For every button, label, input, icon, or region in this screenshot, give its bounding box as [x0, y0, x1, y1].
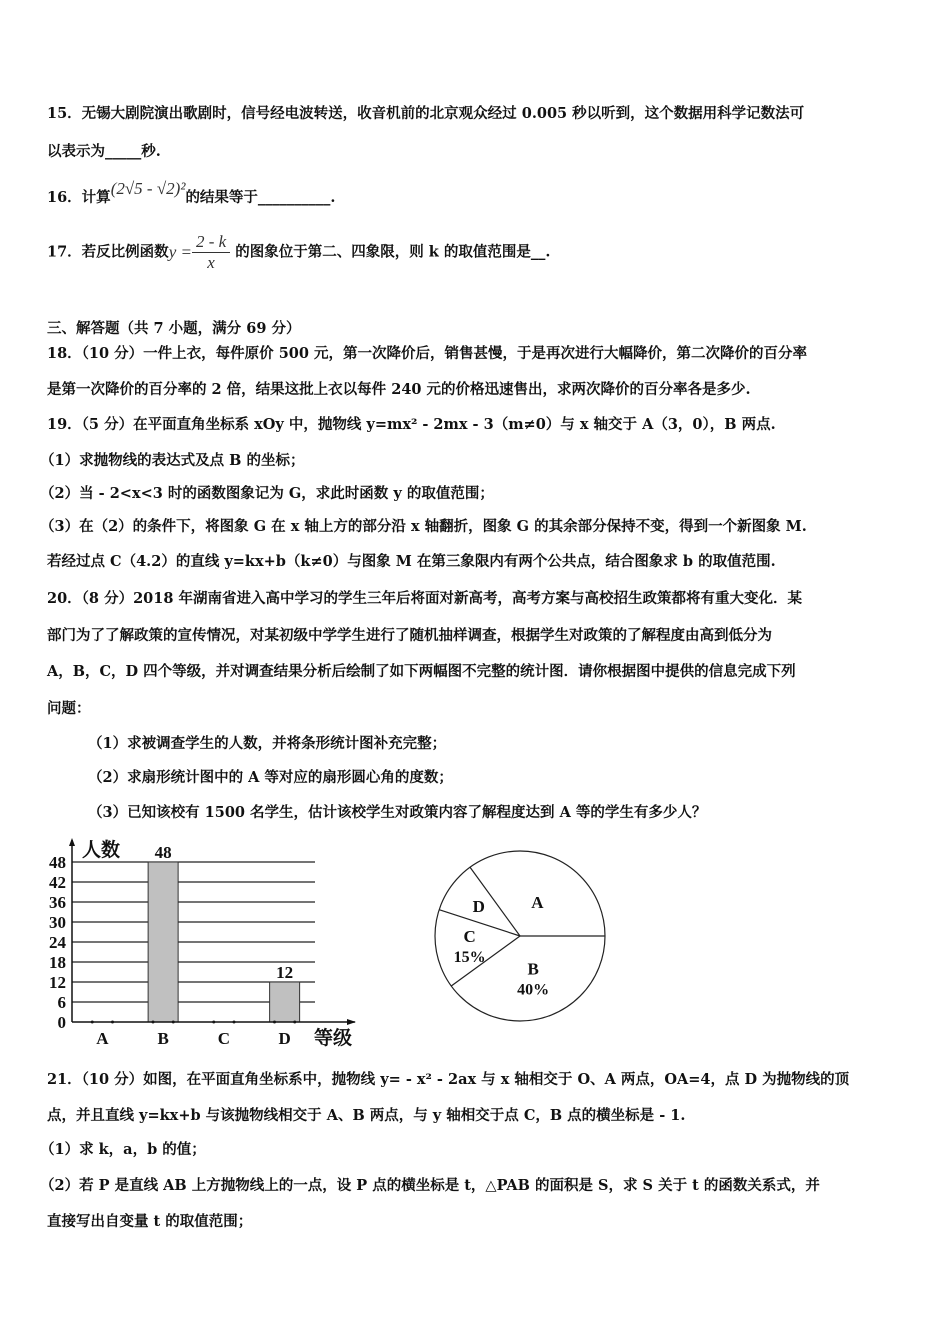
- x-category-label: B: [157, 1029, 169, 1048]
- q21-part1: （1）求 k，a，b 的值；: [40, 1141, 206, 1158]
- pie-slice-label: C: [463, 926, 476, 946]
- q17-prefix: 17．若反比例函数: [47, 243, 169, 261]
- bar-B: [148, 862, 178, 1022]
- y-tick-label: 48: [49, 853, 66, 872]
- q20-part2: （2）求扇形统计图中的 A 等对应的扇形圆心角的度数；: [88, 769, 453, 786]
- q16-prefix: 16．计算: [47, 189, 111, 206]
- q16-text: [47, 178, 336, 206]
- q20-part1: （1）求被调查学生的人数，并将条形统计图补充完整；: [88, 735, 447, 752]
- q19-part1: （1）求抛物线的表达式及点 B 的坐标；: [40, 452, 305, 469]
- q21-text-2: 点，并且直线 y=kx+b 与该抛物线相交于 A、B 两点，与 y 轴相交于点 C，B 点的横坐标是 - 1.: [47, 1107, 686, 1124]
- q17-text: [47, 232, 550, 273]
- q20-text-3: A，B，C，D 四个等级，并对调查结果分析后绘制了如下两幅图不完整的统计图．请你根据图中提供的信息完成下列: [47, 663, 796, 680]
- q21-part2: （2）若 P 是直线 AB 上方抛物线上的一点，设 P 点的横坐标是 t，△PAB 的面积是 S，求 S 关于 t 的函数关系式，并: [40, 1177, 820, 1194]
- pie-slice-label: D: [472, 897, 485, 917]
- y-axis-arrow-icon: [69, 838, 75, 846]
- x-axis-label: 等级: [314, 1028, 353, 1049]
- q17-fraction: [192, 232, 230, 273]
- y-tick-label: 6: [57, 993, 66, 1012]
- x-category-label: C: [217, 1029, 231, 1048]
- pie-slice-percent: 40%: [517, 981, 550, 999]
- q21-part2-2: 直接写出自变量 t 的取值范围；: [47, 1213, 253, 1230]
- q15-text: 15．无锡大剧院演出歌剧时，信号经电波转送，收音机前的北京观众经过 0.005 秒以听到，这个数据用科学记数法可: [47, 105, 805, 122]
- y-tick-label: 0: [57, 1013, 66, 1032]
- y-axis-label: 人数: [82, 840, 121, 861]
- y-tick-label: 30: [49, 913, 66, 932]
- q21-text: 21．（10 分）如图，在平面直角坐标系中，抛物线 y= - x² - 2ax 与 x 轴相交于 O、A 两点，OA=4，点 D 为抛物线的顶: [47, 1071, 850, 1088]
- q18-text-2: 是第一次降价的百分率的 2 倍，结果这批上衣以每件 240 元的价格迅速售出，求两次降价的百分率各是多少.: [47, 381, 751, 398]
- q16-expression: (2√5 - √2)²: [110, 179, 186, 198]
- y-tick-label: 12: [49, 973, 66, 992]
- y-tick-label: 24: [49, 933, 66, 952]
- q17-denominator: x: [207, 253, 215, 272]
- q20-text-4: 问题：: [47, 700, 91, 717]
- pie-chart: [420, 840, 620, 1040]
- pie-slice-label: A: [531, 892, 544, 912]
- q17-numerator: 2 - k: [192, 232, 230, 253]
- pie-slice-label: B: [527, 959, 539, 979]
- q18-text: 18．（10 分）一件上衣，每件原价 500 元，第一次降价后，销售甚慢，于是再次进行大幅降价，第二次降价的百分率: [47, 345, 808, 362]
- q20-text-2: 部门为了了解政策的宣传情况，对某初级中学学生进行了随机抽样调查，根据学生对政策的了解程度由高到低分为: [47, 627, 772, 644]
- q19-text: 19．（5 分）在平面直角坐标系 xOy 中，抛物线 y=mx² - 2mx - 3（m≠0）与 x 轴交于 A（3，0），B 两点.: [47, 416, 776, 433]
- section-heading: 三、解答题（共 7 小题，满分 69 分）: [47, 320, 301, 337]
- q19-part3-2: 若经过点 C（4.2）的直线 y=kx+b（k≠0）与图象 M 在第三象限内有两个公共点，结合图象求 b 的取值范围.: [47, 553, 776, 570]
- x-category-label: A: [96, 1029, 109, 1048]
- q20-part3: （3）已知该校有 1500 名学生，估计该校学生对政策内容了解程度达到 A 等的学生有多少人？: [88, 804, 707, 821]
- q19-part2: （2）当 - 2<x<3 时的函数图象记为 G，求此时函数 y 的取值范围；: [40, 485, 494, 502]
- q15-text-2: 以表示为_____秒.: [47, 143, 161, 160]
- pie-slice-percent: 15%: [453, 948, 486, 966]
- q16-suffix: 的结果等于__________.: [185, 189, 336, 206]
- bar-value-label: 48: [154, 843, 172, 862]
- y-tick-label: 42: [49, 873, 66, 892]
- q19-part3: （3）在（2）的条件下，将图象 G 在 x 轴上方的部分沿 x 轴翻折，图象 G 的其余部分保持不变，得到一个新图象 M.: [40, 518, 807, 535]
- q17-suffix: 的图象位于第二、四象限，则 k 的取值范围是__.: [235, 243, 551, 261]
- q17-y: y =: [168, 242, 192, 262]
- x-category-label: D: [278, 1029, 291, 1048]
- bar-value-label: 12: [276, 963, 294, 982]
- bar-D: [270, 982, 300, 1022]
- y-tick-label: 18: [49, 953, 66, 972]
- bar-chart: [0, 830, 400, 1060]
- q20-text: 20．（8 分）2018 年湖南省进入高中学习的学生三年后将面对新高考，高考方案与高校招生政策都将有重大变化．某: [47, 590, 802, 607]
- x-axis-arrow-icon: [347, 1019, 356, 1025]
- y-tick-label: 36: [49, 893, 66, 912]
